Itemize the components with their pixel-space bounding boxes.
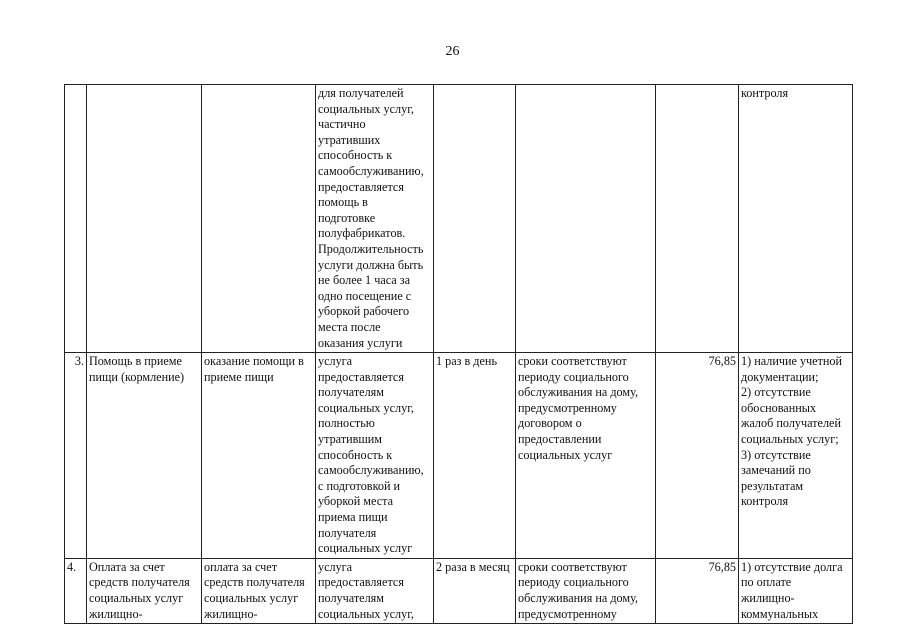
- quality-indicators: 1) наличие учетной документации; 2) отсутствие обоснованных жалоб получателей социальных услуг; 3) отсутствие замечаний по результатам контроля: [739, 353, 853, 559]
- service-description: для получателей социальных услуг, частично утративших способность к самообслуживанию, предоставляется помощь в подготовке полуфабрикатов. Продолжительность услуги должна быть не более 1 часа за одно посещение с уборкой рабочего места после оказания услуги: [316, 85, 434, 353]
- row-number: [65, 85, 87, 353]
- service-content: [202, 85, 316, 353]
- service-terms: [516, 85, 656, 353]
- service-frequency: 1 раз в день: [434, 353, 516, 559]
- table-row: [65, 558, 853, 623]
- service-description: услуга предоставляется получателям социальных услуг, полностью утратившим способность к самообслуживанию, с подготовкой и уборкой места приема пищи получателя социальных услуг: [316, 353, 434, 559]
- table-row: [65, 85, 853, 353]
- table-row: [65, 353, 853, 559]
- service-frequency: 2 раза в месяц: [434, 558, 516, 623]
- service-name: Оплата за счет средств получателя социальных услуг жилищно-: [87, 558, 202, 623]
- row-number: 4.: [65, 558, 87, 623]
- service-price: 76,85: [656, 353, 739, 559]
- service-name: Помощь в приеме пищи (кормление): [87, 353, 202, 559]
- service-price: [656, 85, 739, 353]
- service-frequency: [434, 85, 516, 353]
- service-description: услуга предоставляется получателям социальных услуг,: [316, 558, 434, 623]
- service-name: [87, 85, 202, 353]
- service-price: 76,85: [656, 558, 739, 623]
- page-number: 26: [445, 44, 460, 59]
- quality-indicators: 1) отсутствие долга по оплате жилищно- коммунальных: [739, 558, 853, 623]
- service-content: оплата за счет средств получателя социальных услуг жилищно-: [202, 558, 316, 623]
- service-terms: сроки соответствуют периоду социального обслуживания на дому, предусмотренному: [516, 558, 656, 623]
- service-content: оказание помощи в приеме пищи: [202, 353, 316, 559]
- quality-indicators: контроля: [739, 85, 853, 353]
- row-number: 3.: [65, 353, 87, 559]
- service-terms: сроки соответствуют периоду социального обслуживания на дому, предусмотренному договором о предоставлении социальных услуг: [516, 353, 656, 559]
- services-table: [64, 84, 853, 624]
